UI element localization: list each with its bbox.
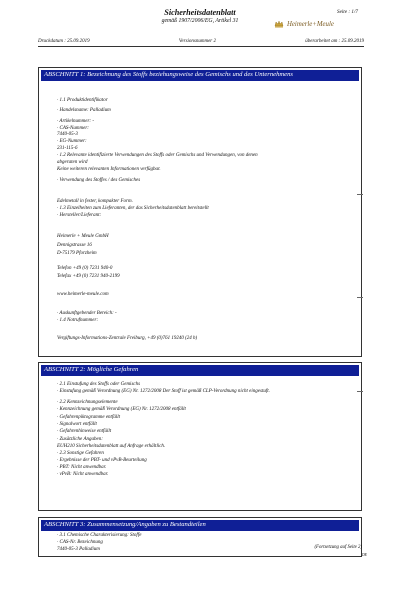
text-line: · 1.3 Einzelheiten zum Lieferanten, der das Sicherheitsdatenblatt bereitstellt — [57, 206, 209, 211]
section-2-header: ABSCHNITT 2: Mögliche Gefahren — [41, 365, 359, 376]
text-line: · vPvB: Nicht anwendbar. — [57, 472, 109, 477]
section-3-header: ABSCHNITT 3: Zusammensetzung/Angaben zu Bestandteilen — [41, 520, 359, 531]
text-line: Heimerle + Meule GmbH — [57, 234, 109, 239]
document-subtitle: gemäß 1907/2006/EG, Artikel 31 — [161, 18, 239, 24]
text-line: 7440-05-3 Palladium — [57, 547, 100, 552]
language-mark: DE — [361, 553, 367, 557]
header-divider — [38, 46, 364, 47]
meta-row — [38, 39, 364, 44]
document-title: Sicherheitsdatenblatt — [164, 8, 236, 17]
text-line: · 1.1 Produktidentifikator — [57, 98, 108, 103]
margin-mark — [357, 391, 363, 392]
text-line: 7440-05-3 — [57, 132, 78, 137]
text-line: · Zusätzliche Angaben: — [57, 437, 103, 442]
text-line: · 3.1 Chemische Charakterisierung: Stoffe — [57, 533, 142, 538]
crown-icon — [274, 19, 284, 29]
continuation-note: (Fortsetzung auf Seite 2) — [314, 545, 362, 550]
section-1 — [38, 67, 362, 357]
print-date: Druckdatum : 25.09.2019 — [38, 39, 90, 44]
text-line: Keine weiteren relevanten Informationen verfügbar. — [57, 167, 161, 172]
text-line: Edelmetall in fester, kompakter Form. — [57, 199, 133, 204]
text-line: · 2.3 Sonstige Gefahren — [57, 451, 104, 456]
text-line: · 2.1 Einstufung des Stoffs oder Gemischs — [57, 382, 141, 387]
text-line: · 1.4 Notrufnummer: — [57, 318, 99, 323]
section-2 — [38, 362, 362, 511]
revision-date: überarbeitet am : 25.09.2019 — [305, 39, 364, 44]
text-line: · Signalwort entfällt — [57, 422, 97, 427]
text-line: · CAS-Nummer: — [57, 126, 89, 131]
text-line: · Handelsname: Palladium — [57, 108, 111, 113]
text-line: Dennigstrasse 16 — [57, 243, 92, 248]
text-line: · Gefahrenhinweise entfällt — [57, 429, 112, 434]
text-line: · EG-Nummer: — [57, 139, 87, 144]
version-number: Versionsnummer 2 — [178, 39, 216, 44]
text-line: abgeraten wird — [57, 160, 88, 165]
text-line: · Hersteller/Lieferant: — [57, 213, 102, 218]
section-1-header: ABSCHNITT 1: Bezeichnung des Stoffs beziehungsweise des Gemischs und des Unternehmens — [41, 70, 359, 81]
text-line: Vergiftungs-Informations-Zentrale Freiburg, +49 (0)761 19240 (24 h) — [57, 336, 198, 341]
text-line: EUH210 Sicherheitsdatenblatt auf Anfrage erhältlich. — [57, 444, 166, 449]
logo-text: Heimerle+Meule — [287, 20, 334, 28]
text-line: · Ergebnisse der PBT- und vPvB-Beurteilung — [57, 458, 147, 463]
text-line: D-75179 Pforzheim — [57, 251, 97, 256]
text-line: www.heimerle-meule.com — [57, 292, 109, 297]
text-line: · Gefahrenpiktogramme entfällt — [57, 415, 120, 420]
text-line: · 1.2 Relevante identifizierte Verwendungen des Stoffs oder Gemischs und Verwendungen, von denen — [57, 153, 258, 158]
text-line: · Artikelnummer: - — [57, 119, 94, 124]
text-line: · 2.2 Kennzeichnungselemente — [57, 400, 118, 405]
text-line: · PBT: Nicht anwendbar. — [57, 465, 107, 470]
text-line: · Auskunftgebender Bereich: - — [57, 311, 117, 316]
company-logo — [274, 18, 364, 30]
text-line: 231-115-6 — [57, 146, 78, 151]
text-line: · Verwendung des Stoffes / des Gemisches — [57, 178, 141, 183]
text-line: Telefon +49 (0) 7231 940-0 — [57, 266, 113, 271]
text-line: Telefax +49 (0) 7231 940-2199 — [57, 274, 120, 279]
text-line: · Kennzeichnung gemäß Verordnung (EG) Nr. 1272/2008 entfällt — [57, 407, 186, 412]
margin-mark — [357, 297, 363, 298]
text-line: · CAS-Nr. Bezeichnung — [57, 540, 103, 545]
page-number: Seite : 1/7 — [336, 9, 358, 15]
text-line: · Einstufung gemäß Verordnung (EG) Nr. 1272/2008 Der Stoff ist gemäß CLP-Verordnung nicht eingestuft. — [57, 389, 270, 394]
section-3 — [38, 517, 362, 557]
margin-mark — [357, 194, 363, 195]
